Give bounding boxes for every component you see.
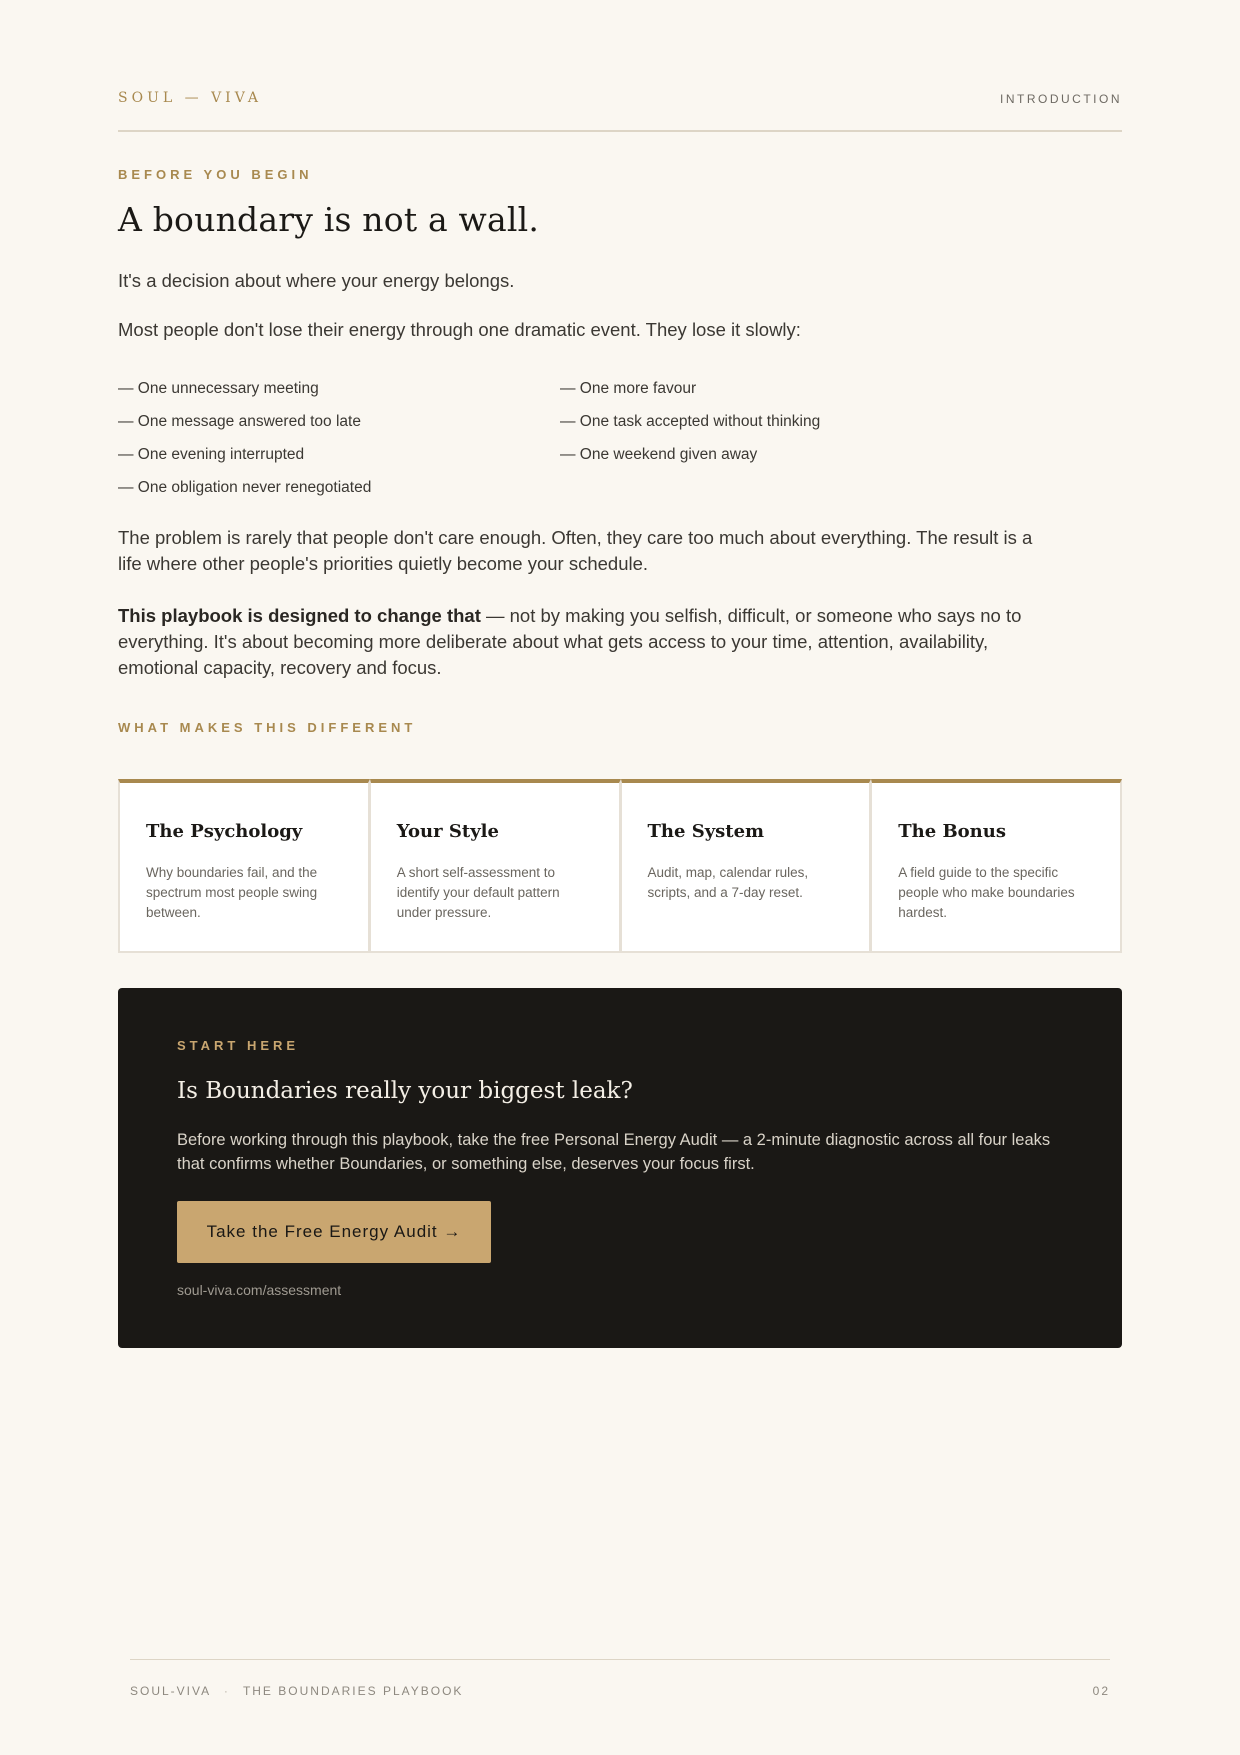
card-description: Audit, map, calendar rules, scripts, and a 7-day reset. [647,865,809,900]
list-item: — One evening interrupted [118,446,305,463]
list-item: — One task accepted without thinking [560,413,821,430]
feature-card-bonus [871,779,1122,953]
list-item: — One obligation never renegotiated [118,479,372,496]
card-description: A field guide to the specific people who make boundaries hardest. [898,865,1075,920]
start-here-panel [118,988,1122,1348]
list-item: — One weekend given away [560,446,758,463]
page-header [118,88,1122,132]
page-footer [130,1659,1110,1700]
footer-separator: · [223,1684,230,1698]
footer-brand: SOUL-VIVA [130,1684,211,1698]
list-item: — One unnecessary meeting [118,380,319,397]
card-title: The System [647,821,765,842]
intro-eyebrow: BEFORE YOU BEGIN [118,167,313,182]
cta-eyebrow: START HERE [177,1038,300,1053]
energy-audit-button[interactable]: Take the Free Energy Audit → [177,1201,491,1263]
card-title: Your Style [396,821,499,842]
cta-title: Is Boundaries really your biggest leak? [177,1078,633,1104]
card-title: The Bonus [898,821,1006,842]
page-number: 02 [1092,1684,1110,1698]
brand-wordmark: SOUL — VIVA [118,90,262,106]
playbook-emphasis: This playbook is designed to change that [118,605,481,626]
intro-lead: Most people don't lose their energy through one dramatic event. They lose it slowly: [118,319,801,340]
assessment-link[interactable]: soul-viva.com/assessment [177,1282,342,1298]
problem-paragraph: The problem is rarely that people don't care enough. Often, they care too much about everything. The result is a life where other people's priorities quietly become your schedule. [118,527,1033,574]
playbook-paragraph [118,603,1058,681]
feature-card-system [621,779,872,953]
feature-card-psychology [118,779,370,953]
list-item: — One message answered too late [118,413,361,430]
feature-cards [118,779,1122,953]
section-label: INTRODUCTION [1000,92,1122,106]
playbook-body: — not by making you selfish, difficult, or someone who says no to everything. It's about becoming more deliberate about what gets access to your time, attention, availability, emotional capacity, recovery and focus. [118,605,1022,678]
list-item: — One more favour [560,380,697,397]
footer-title [130,1684,463,1698]
card-description: Why boundaries fail, and the spectrum most people swing between. [146,865,318,920]
card-title: The Psychology [146,821,303,842]
cta-body: Before working through this playbook, take the free Personal Energy Audit — a 2-minute diagnostic across all four leaks that confirms whether Boundaries, or something else, deserves your focus first. [177,1131,1051,1173]
different-eyebrow: WHAT MAKES THIS DIFFERENT [118,720,417,735]
card-description: A short self-assessment to identify your default pattern under pressure. [396,865,560,920]
feature-card-style [370,779,621,953]
footer-doc-title: THE BOUNDARIES PLAYBOOK [242,1684,464,1698]
intro-subtitle: It's a decision about where your energy belongs. [118,270,515,291]
energy-leak-list [118,380,1018,520]
page-title: A boundary is not a wall. [118,200,540,239]
